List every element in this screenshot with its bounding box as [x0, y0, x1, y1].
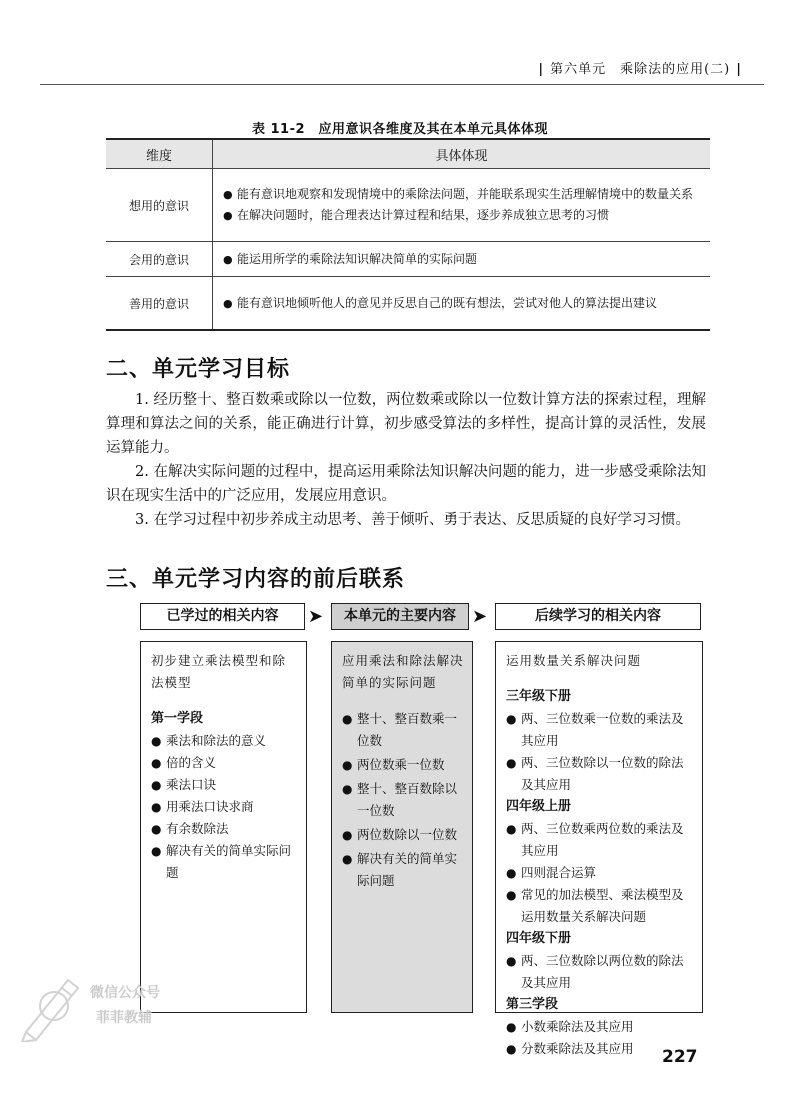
table-bullet-item	[223, 205, 702, 226]
flow-box-intro: 初步建立乘法模型和除法模型	[151, 653, 287, 690]
table-row	[106, 242, 710, 277]
bullet-icon: ●	[506, 954, 517, 968]
grade-label: 四年级下册	[506, 931, 572, 946]
list-item-text: 整十、整百数乘一位数	[357, 711, 458, 748]
list-item-text: 乘法口诀	[166, 777, 217, 792]
bullet-icon: ●	[342, 782, 353, 796]
list-item	[342, 848, 465, 892]
list-item	[506, 708, 695, 752]
table-bullet-item	[223, 184, 702, 205]
bullet-icon: ●	[506, 888, 517, 902]
flow-box-future	[495, 641, 703, 1056]
header-rule	[40, 84, 764, 85]
flow-box-intro: 运用数量关系解决问题	[506, 653, 642, 668]
grade-label: 第三学段	[506, 997, 559, 1012]
page-number: 227	[662, 1047, 698, 1067]
list-item	[151, 818, 299, 840]
bullet-icon: ●	[151, 844, 162, 858]
goal-paragraph-3: 3. 在学习过程中初步养成主动思考、善于倾听、勇于表达、反思质疑的良好学习习惯。	[135, 512, 690, 528]
flow-box-current	[331, 641, 473, 1013]
arrow-right-icon: ➤	[308, 606, 324, 627]
list-item	[151, 840, 299, 884]
list-item-text: 两、三位数除以两位数的除法及其应用	[521, 953, 684, 990]
watermark	[18, 962, 178, 1042]
flow-header-future: 后续学习的相关内容	[495, 603, 701, 630]
bullet-icon: ●	[342, 828, 353, 842]
bullet-icon: ●	[151, 778, 162, 792]
watermark-line2: 菲菲教辅	[96, 1010, 152, 1026]
table-cell-dimension: 想用的意识	[106, 169, 213, 242]
list-item-text: 两位数除以一位数	[357, 827, 458, 842]
running-header	[532, 58, 748, 77]
table-bullet-text: 能运用所学的乘除法知识解决简单的实际问题	[237, 251, 478, 266]
list-item	[151, 752, 299, 774]
list-item-text: 解决有关的简单实际问题	[166, 843, 292, 880]
flow-header-current: 本单元的主要内容	[331, 603, 469, 630]
list-item-text: 倍的含义	[166, 755, 217, 770]
list-item	[151, 774, 299, 796]
table-cell-description	[213, 242, 711, 277]
list-item-text: 两、三位数乘一位数的乘法及其应用	[521, 711, 684, 748]
table-header-manifestation: 具体体现	[213, 139, 711, 169]
list-item-text: 分数乘除法及其应用	[521, 1041, 634, 1056]
list-item	[506, 818, 695, 862]
table-bullet-text: 能有意识地倾听他人的意见并反思自己的既有想法，尝试对他人的算法提出建议	[237, 295, 658, 310]
table-cell-description	[213, 277, 711, 331]
bullet-icon: ●	[506, 1042, 517, 1056]
flow-box-intro: 应用乘法和除法解决简单的实际问题	[342, 653, 464, 690]
list-item-text: 用乘法口诀求商	[166, 799, 254, 814]
running-header-unit: 第六单元	[550, 62, 607, 77]
running-header-title: 乘除法的应用(二)	[620, 62, 731, 77]
table-bullet-text: 在解决问题时，能合理表达计算过程和结果，逐步养成独立思考的习惯	[237, 208, 610, 222]
list-item-text: 两、三位数除以一位数的除法及其应用	[521, 755, 684, 792]
list-item	[342, 754, 465, 776]
grade-label: 三年级下册	[506, 689, 572, 704]
bullet-icon: ●	[342, 712, 353, 726]
list-item-text: 解决有关的简单实际问题	[357, 851, 458, 888]
grade-label: 第一学段	[151, 711, 204, 726]
bullet-icon: ●	[151, 822, 162, 836]
bullet-icon: ●	[506, 756, 517, 770]
table-header-row	[106, 139, 710, 169]
arrow-right-icon: ➤	[472, 606, 488, 627]
bullet-icon: ●	[342, 758, 353, 772]
bullet-icon: ●	[506, 1020, 517, 1034]
bullet-icon: ●	[342, 852, 353, 866]
list-item-text: 小数乘除法及其应用	[521, 1019, 634, 1034]
list-item	[342, 824, 465, 846]
header-divider: |	[538, 62, 545, 77]
list-item	[506, 862, 695, 884]
list-item-text: 常见的加法模型、乘法模型及运用数量关系解决问题	[521, 887, 684, 924]
table-bullet-item	[223, 293, 702, 314]
table-row	[106, 169, 710, 242]
list-item	[506, 752, 695, 796]
list-item	[506, 884, 695, 928]
dimension-table	[106, 138, 710, 331]
header-divider: |	[736, 62, 742, 77]
list-item-text: 两位数乘一位数	[357, 757, 445, 772]
list-item-text: 有余数除法	[166, 821, 229, 836]
table-bullet-item	[223, 249, 702, 270]
list-item	[342, 778, 465, 822]
table-cell-description	[213, 169, 711, 242]
bullet-icon: ●	[223, 188, 233, 201]
table-row	[106, 277, 710, 331]
table-caption: 表 11-2 应用意识各维度及其在本单元具体体现	[251, 122, 549, 137]
flow-box-prior	[140, 641, 307, 1013]
list-item-text: 整十、整百数除以一位数	[357, 781, 458, 818]
goal-paragraph-2: 2. 在解决实际问题的过程中，提高运用乘除法知识解决问题的能力，进一步感受乘除法知识在现实生活中的广泛应用，发展应用意识。	[106, 464, 706, 504]
list-item	[506, 1016, 695, 1038]
pencil-icon	[18, 962, 88, 1042]
watermark-line1: 微信公众号	[90, 985, 160, 1001]
bullet-icon: ●	[223, 296, 233, 310]
list-item	[506, 950, 695, 994]
table-header-dimension: 维度	[106, 139, 213, 169]
list-item-text: 四则混合运算	[521, 865, 597, 880]
bullet-icon: ●	[151, 800, 162, 814]
list-item-text: 乘法和除法的意义	[166, 733, 267, 748]
grade-label: 四年级上册	[506, 799, 572, 814]
bullet-icon: ●	[151, 756, 162, 770]
section-heading-connections: 三、单元学习内容的前后联系	[106, 567, 406, 592]
table-cell-dimension: 会用的意识	[106, 242, 213, 277]
list-item-text: 两、三位数乘两位数的乘法及其应用	[521, 821, 684, 858]
bullet-icon: ●	[506, 866, 517, 880]
list-item	[342, 708, 465, 752]
bullet-icon: ●	[223, 209, 233, 222]
table-bullet-text: 能有意识地观察和发现情境中的乘除法问题，并能联系现实生活理解情境中的数量关系	[237, 187, 694, 201]
list-item	[151, 730, 299, 752]
bullet-icon: ●	[223, 252, 233, 266]
bullet-icon: ●	[151, 734, 162, 748]
goal-paragraph-1: 1. 经历整十、整百数乘或除以一位数，两位数乘或除以一位数计算方法的探索过程，理解算理和算法之间的关系，能正确进行计算，初步感受算法的多样性，提高计算的灵活性，发展运算能力。	[106, 392, 706, 456]
flow-header-prior: 已学过的相关内容	[140, 603, 305, 630]
bullet-icon: ●	[506, 712, 517, 726]
table-cell-dimension: 善用的意识	[106, 277, 213, 331]
section-heading-goals: 二、单元学习目标	[106, 357, 291, 382]
bullet-icon: ●	[506, 822, 517, 836]
list-item	[151, 796, 299, 818]
